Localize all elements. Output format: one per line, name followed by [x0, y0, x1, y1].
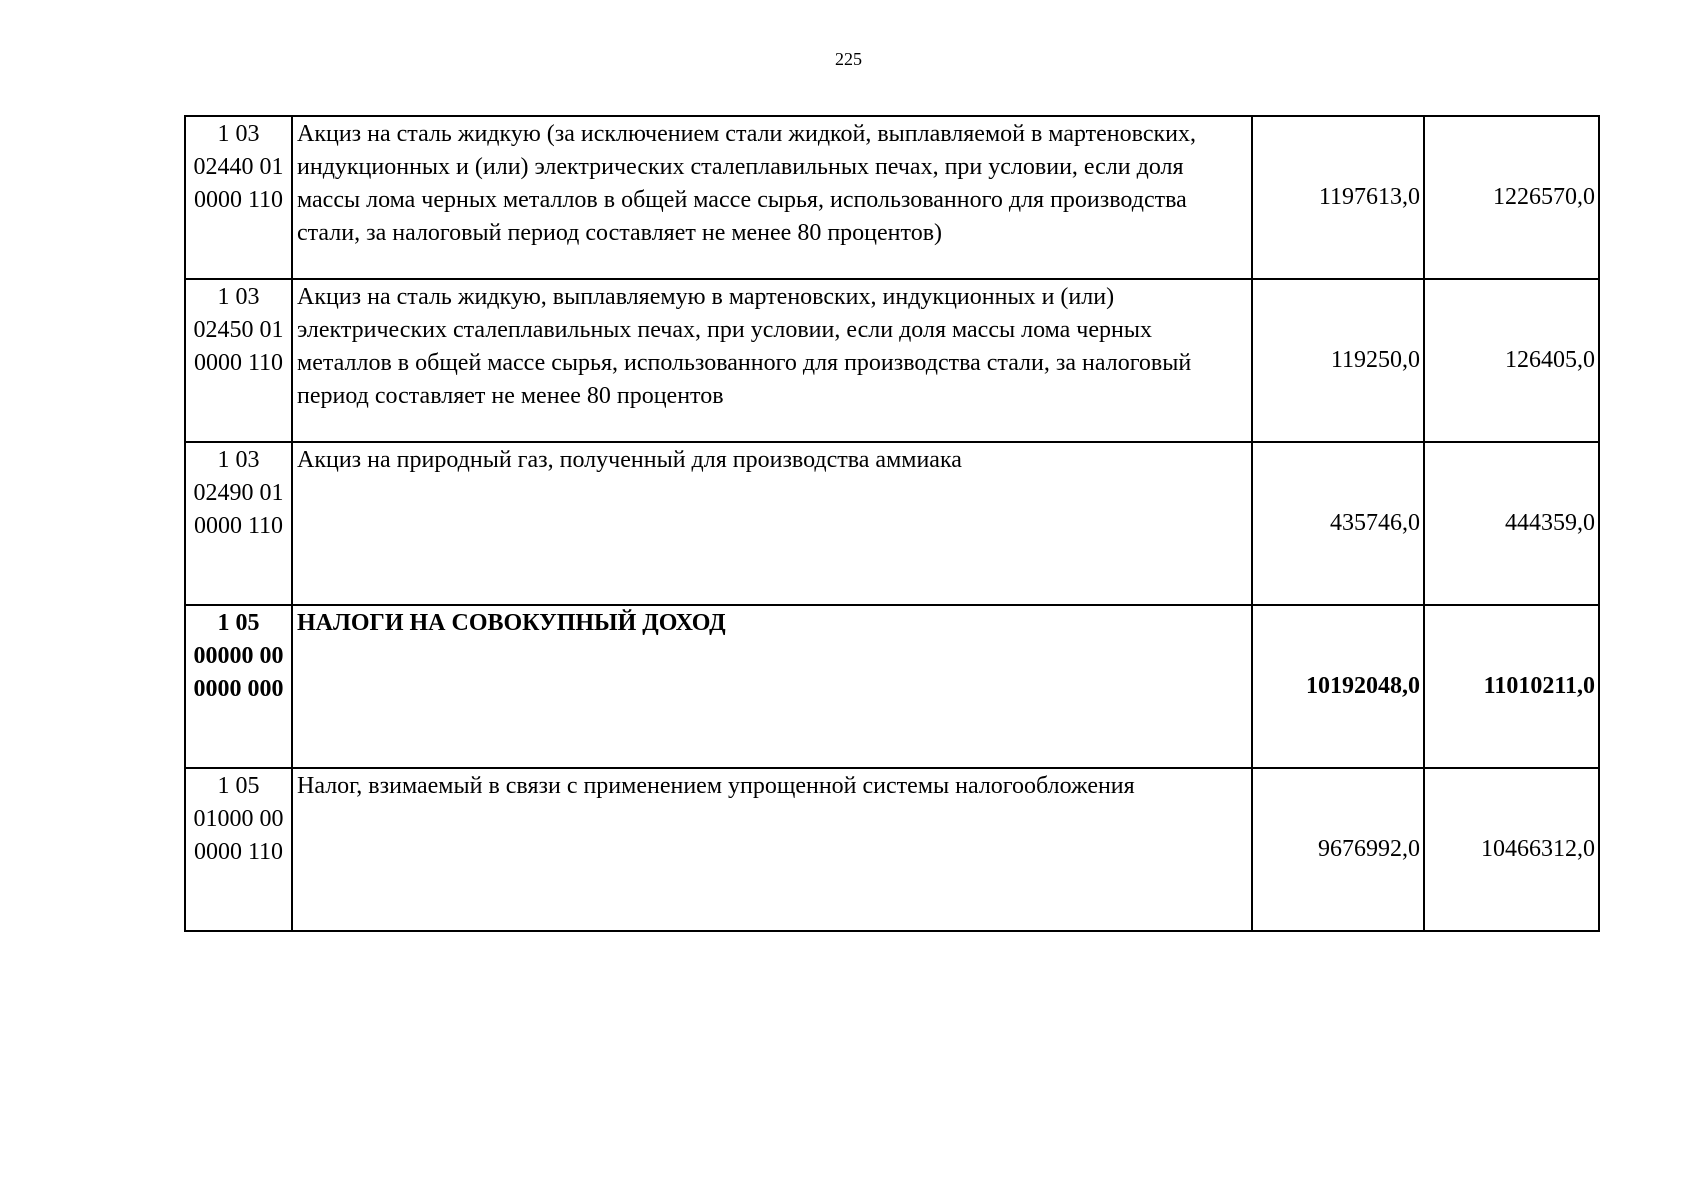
page-number: 225 — [835, 49, 862, 69]
revenue-name-cell: Акциз на сталь жидкую, выплавляемую в мартеновских, индукционных и (или) электрических сталеплавильных печах, при условии, если доля массы лома черных металлов в общей массе сырья, использованного для производства стали, за налоговый период составляет не менее 80 процентов — [292, 279, 1252, 442]
revenue-name-cell: Акциз на природный газ, полученный для производства аммиака — [292, 442, 1252, 605]
value-1-cell: 9676992,0 — [1252, 768, 1424, 931]
revenue-name-cell: Налог, взимаемый в связи с применением упрощенной системы налогообложения — [292, 768, 1252, 931]
budget-code-cell: 1 03 02450 01 0000 110 — [185, 279, 292, 442]
revenue-name-cell: НАЛОГИ НА СОВОКУПНЫЙ ДОХОД — [292, 605, 1252, 768]
table-row — [185, 768, 1599, 931]
value-1-cell: 119250,0 — [1252, 279, 1424, 442]
value-2-cell: 444359,0 — [1424, 442, 1599, 605]
table-row — [185, 442, 1599, 605]
value-2-cell: 1226570,0 — [1424, 116, 1599, 279]
table-row — [185, 116, 1599, 279]
budget-code-cell: 1 03 02440 01 0000 110 — [185, 116, 292, 279]
value-1-cell: 10192048,0 — [1252, 605, 1424, 768]
table-row-section-total — [185, 605, 1599, 768]
value-2-cell: 10466312,0 — [1424, 768, 1599, 931]
budget-revenue-table — [184, 115, 1600, 932]
revenue-name-cell: Акциз на сталь жидкую (за исключением стали жидкой, выплавляемой в мартеновских, индукционных и (или) электрических сталеплавильных печах, при условии, если доля массы лома черных металлов в общей массе сырья, использованного для производства стали, за налоговый период составляет не менее 80 процентов) — [292, 116, 1252, 279]
budget-code-cell: 1 05 00000 00 0000 000 — [185, 605, 292, 768]
value-1-cell: 435746,0 — [1252, 442, 1424, 605]
table-row — [185, 279, 1599, 442]
value-1-cell: 1197613,0 — [1252, 116, 1424, 279]
budget-code-cell: 1 03 02490 01 0000 110 — [185, 442, 292, 605]
value-2-cell: 11010211,0 — [1424, 605, 1599, 768]
budget-code-cell: 1 05 01000 00 0000 110 — [185, 768, 292, 931]
value-2-cell: 126405,0 — [1424, 279, 1599, 442]
